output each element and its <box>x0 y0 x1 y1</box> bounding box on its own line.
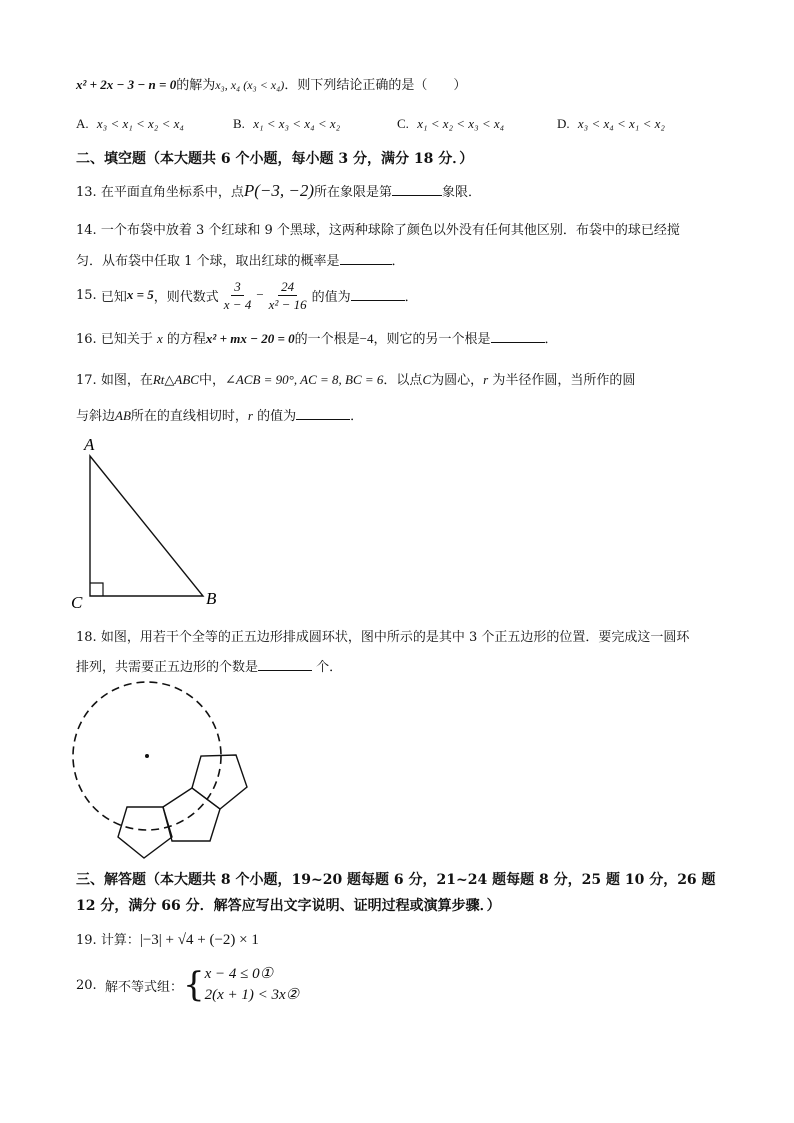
q17-line1: 17. 如图，在Rt△ABC中，∠ACB = 90°, AC = 8, BC = 6．以点C为圆心，r 为半径作圆，当所作的圆 <box>76 372 636 388</box>
q19: 19. 计算：|−3| + √4 + (−2) × 1 <box>76 932 259 948</box>
q13-blank <box>392 184 442 196</box>
q18-line1: 18. 如图，用若干个全等的正五边形排成圆环状，图中所示的是其中 3 个正五边形的位置．要完成这一圆环 <box>76 630 690 645</box>
q20: 20. 解不等式组： { x − 4 ≤ 0① 2(x + 1) < 3x② <box>76 965 300 1005</box>
inequality-2: 2(x + 1) < 3x② <box>204 987 300 1003</box>
q12-option-a: A. x₃ < x₁ < x₂ < x₄ <box>76 116 184 131</box>
q13-point: P(−3, −2) <box>243 181 314 200</box>
q17-triangle-figure <box>60 430 240 615</box>
q19-expression: |−3| + √4 + (−2) × 1 <box>139 932 259 948</box>
pentagon-3 <box>192 755 247 809</box>
q14-line1: 14. 一个布袋中放着 3 个红球和 9 个黑球，这两种球除了颜色以外没有任何其他区别．布袋中的球已经搅 <box>76 223 680 238</box>
q18-line2: 排列，共需要正五边形的个数是 个． <box>76 660 343 675</box>
pentagon-1 <box>118 807 172 858</box>
q14-line2: 匀．从布袋中任取 1 个球，取出红球的概率是 ． <box>76 254 405 269</box>
inequality-1: x − 4 ≤ 0① <box>204 966 274 982</box>
q12-option-c: C. x₁ < x₂ < x₃ < x₄ <box>397 116 505 131</box>
q15-fraction-2: $\frac{24}{\text{x² − 16}}$ <box>268 278 307 312</box>
triangle-abc <box>90 456 203 596</box>
q12-stem: x² + 2x − 3 − n = 0的解为x₃, x₄ (x₃ < x₄)．则下列结论正确的是（ ） <box>76 77 467 93</box>
section-2-title: 二、填空题（本大题共 6 个小题，每小题 3 分，满分 18 分．） <box>76 151 474 167</box>
q12-roots: x₃, x₄ (x₃ < x₄) <box>215 78 285 92</box>
vertex-label-b: B <box>206 589 217 608</box>
vertex-label-a: A <box>84 435 95 454</box>
section-3-title-line1: 三、解答题（本大题共 8 个小题，19~20 题每题 6 分，21~24 题每题 8 分，25 题 10 分，26 题 <box>76 872 716 888</box>
q14-blank <box>340 253 392 265</box>
q15-blank <box>351 289 405 301</box>
right-angle-mark <box>90 583 103 596</box>
q12-option-d: D. x₃ < x₄ < x₁ < x₂ <box>557 116 665 131</box>
q18-blank <box>258 659 312 671</box>
q18-pentagon-figure <box>66 678 256 866</box>
vertex-label-c: C <box>71 593 83 612</box>
q12-equation: x² + 2x − 3 − n = 0 <box>76 77 177 92</box>
q15-fraction-1: $\frac{3}{x - 4}$ <box>223 278 252 312</box>
q17-blank <box>296 408 350 420</box>
q17-line2: 与斜边AB所在的直线相切时，r 的值为 ． <box>76 408 364 424</box>
ring-center-dot <box>145 754 149 758</box>
q20-system <box>205 964 300 1006</box>
q15: 15. 已知 x = 5 ，则代数式 $\frac{3}{x - 4}$ − $\frac{24}{\text{x² − 16}}$ 的值为 ． <box>76 278 418 312</box>
q16-blank <box>491 331 545 343</box>
q13: 13. 在平面直角坐标系中，点P(−3, −2)所在象限是第 象限． <box>76 181 482 200</box>
q12-option-b: B. x₁ < x₃ < x₄ < x₂ <box>233 116 341 131</box>
system-brace: { <box>182 965 205 1005</box>
section-3-title-line2: 12 分，满分 66 分．解答应写出文字说明、证明过程或演算步骤．） <box>76 898 501 914</box>
q16: 16. 已知关于 x 的方程x² + mx − 20 = 0的一个根是−4，则它的另一个根是 ． <box>76 331 558 347</box>
